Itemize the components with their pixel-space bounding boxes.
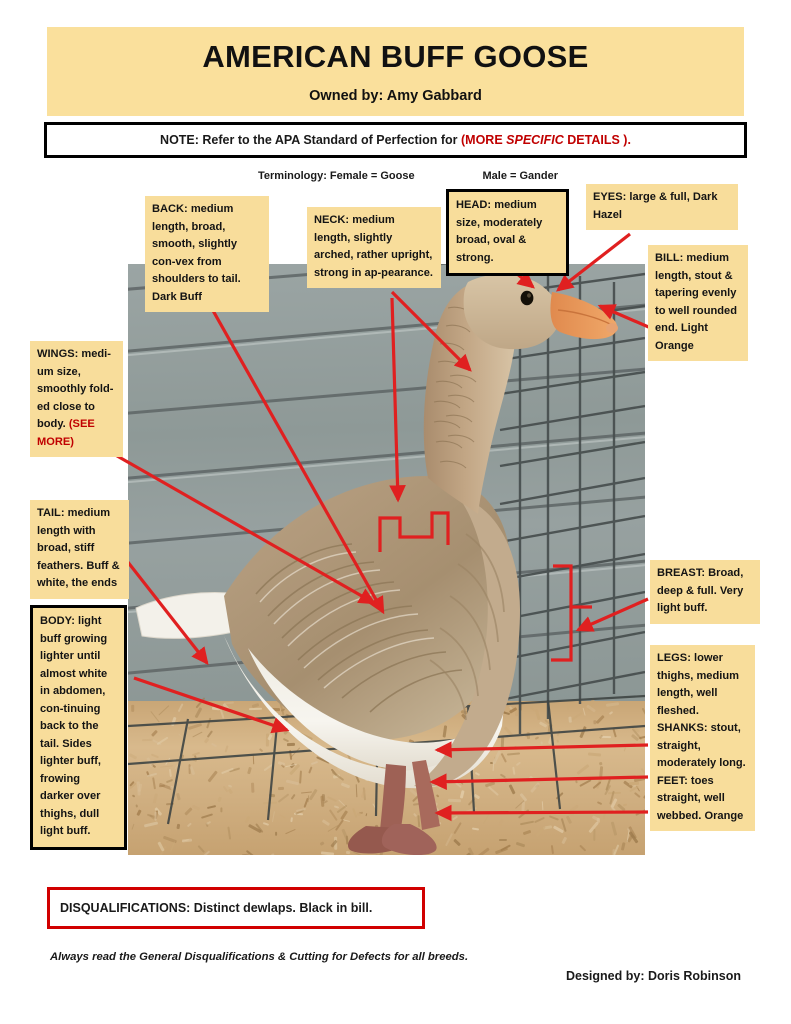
disqualifications-text: DISQUALIFICATIONS: Distinct dewlaps. Black in bill. — [60, 901, 373, 915]
always-read-note: Always read the General Disqualifications & Cutting for Defects for all breeds. — [50, 951, 469, 963]
callout-wings-see-more: (SEE MORE) — [37, 418, 95, 448]
note-prefix: NOTE: Refer to the APA Standard of Perfection for — [160, 133, 461, 147]
callout-legs: LEGS: lower thighs, medium length, well fleshed. SHANKS: stout, straight, moderately long. FEET: toes straight, well webbed. Orange — [650, 645, 755, 831]
callout-body: BODY: light buff growing lighter until almost white in abdomen, con-tinuing back to the tail. Sides lighter buff, frowing darker over thighs, dull light buff. — [30, 605, 127, 850]
note-highlight-close: DETAILS ). — [563, 133, 631, 147]
callout-head: HEAD: medium size, moderately broad, oval & strong. — [446, 189, 569, 276]
designed-by: Designed by: Doris Robinson — [566, 969, 742, 983]
goose-illustration — [128, 264, 645, 855]
callout-back: BACK: medium length, broad, smooth, slightly con-vex from shoulders to tail. Dark Buff — [145, 196, 269, 312]
callout-wings-text: WINGS: medi-um size, smoothly fold-ed close to body. — [37, 348, 114, 431]
callout-tail: TAIL: medium length with broad, stiff feathers. Buff & white, the ends — [30, 500, 129, 599]
title-banner — [47, 27, 744, 116]
note-highlight-open: (MORE — [461, 133, 507, 147]
note-highlight-italic: SPECIFIC — [506, 133, 564, 147]
goose-photo — [128, 264, 645, 855]
callout-wings — [30, 341, 123, 457]
terminology-male: Male = Gander — [482, 170, 558, 182]
callout-breast: BREAST: Broad, deep & full. Very light buff. — [650, 560, 760, 624]
note-text — [160, 133, 631, 147]
terminology-female: Terminology: Female = Goose — [258, 170, 415, 182]
note-bar — [44, 122, 747, 158]
disqualifications-box — [47, 887, 425, 929]
owner-line: Owned by: Amy Gabbard — [309, 88, 482, 104]
callout-neck: NECK: medium length, slightly arched, rather upright, strong in ap-pearance. — [307, 207, 441, 288]
callout-bill: BILL: medium length, stout & tapering evenly to well rounded end. Light Orange — [648, 245, 748, 361]
callout-eyes: EYES: large & full, Dark Hazel — [586, 184, 738, 230]
terminology-line — [258, 170, 558, 186]
page-title: AMERICAN BUFF GOOSE — [202, 39, 589, 74]
